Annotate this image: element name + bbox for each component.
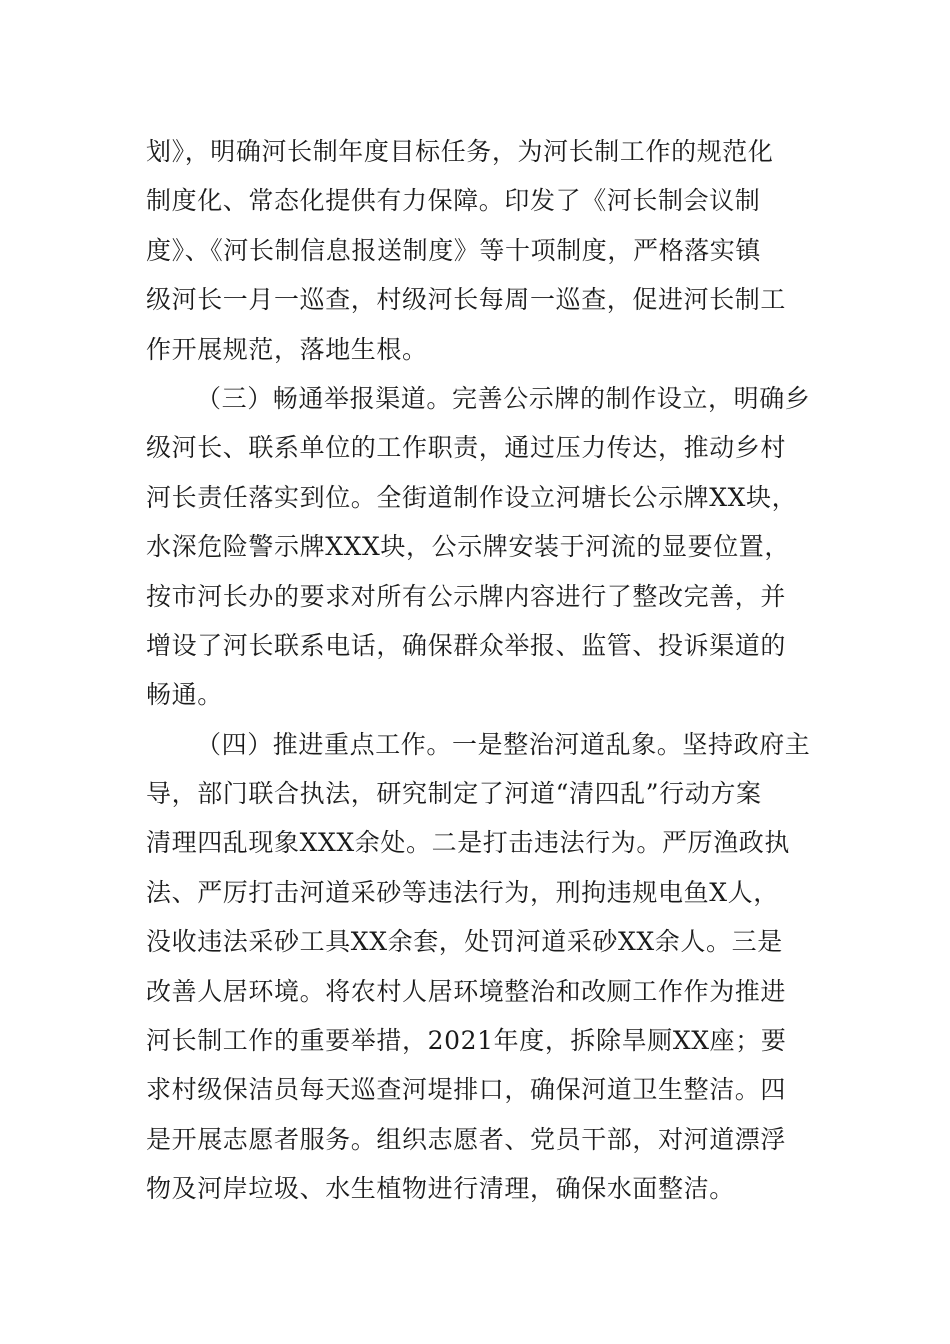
text-line: 河长责任落实到位。全街道制作设立河塘长公示牌XX块，: [146, 482, 798, 512]
text-line: 河长制工作的重要举措，2021年度，拆除旱厕XX座；要: [146, 1026, 787, 1056]
text-line: 物及河岸垃圾、水生植物进行清理，确保水面整洁。: [146, 1174, 735, 1204]
text-line: 级河长一月一巡查，村级河长每周一巡查，促进河长制工: [146, 285, 787, 315]
body-text: [146, 127, 816, 1214]
text-line: 作开展规范，落地生根。: [146, 334, 428, 364]
text-line: 是开展志愿者服务。组织志愿者、党员干部，对河道漂浮: [146, 1124, 787, 1154]
text-line: 制度化、常态化提供有力保障。印发了《河长制会议制: [146, 186, 761, 216]
text-line: 按市河长办的要求对所有公示牌内容进行了整改完善，并: [146, 581, 787, 611]
text-line: 求村级保洁员每天巡查河堤排口，确保河道卫生整洁。四: [146, 1075, 787, 1105]
text-line: 水深危险警示牌XXX块，公示牌安装于河流的显要位置，: [146, 532, 790, 562]
paragraph-first-line: （三）畅通举报渠道。完善公示牌的制作设立，明确乡: [196, 383, 811, 413]
text-line: 导，部门联合执法，研究制定了河道“清四乱”行动方案: [146, 779, 762, 809]
text-line: 度》、《河长制信息报送制度》等十项制度，严格落实镇: [146, 235, 762, 265]
text-line: 法、严厉打击河道采砂等违法行为，刑拘违规电鱼X人，: [146, 877, 779, 907]
text-line: 划》，明确河长制年度目标任务，为河长制工作的规范化: [146, 137, 774, 166]
text-line: 没收违法采砂工具XX余套，处罚河道采砂XX余人。三是: [146, 927, 783, 957]
text-line: 清理四乱现象XXX余处。二是打击违法行为。严厉渔政执: [146, 828, 790, 858]
text-line: 改善人居环境。将农村人居环境整治和改厕工作作为推进: [146, 976, 787, 1006]
text-line: 畅通。: [146, 680, 223, 710]
text-line: 增设了河长联系电话，确保群众举报、监管、投诉渠道的: [146, 630, 787, 660]
text-line: 级河长、联系单位的工作职责，通过压力传达，推动乡村: [146, 433, 787, 463]
paragraph-first-line: （四）推进重点工作。一是整治河道乱象。坚持政府主: [196, 729, 811, 759]
